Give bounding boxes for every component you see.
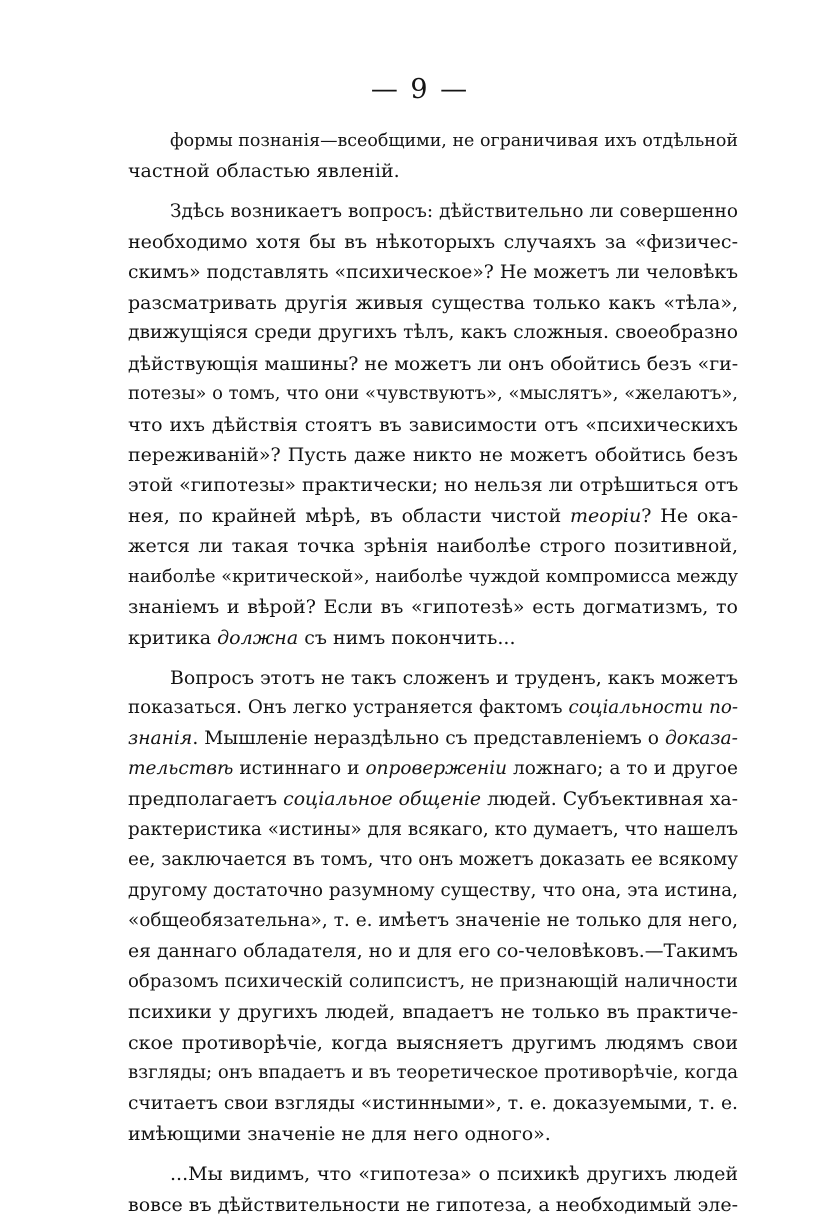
text-run: взгляды; онъ впадаетъ и въ теоретическое противорѣчіе, когда [128,1062,738,1084]
emphasis-text: соціальности по- [568,697,738,719]
text-line [128,126,738,156]
text-line [128,815,738,845]
text-line [128,785,738,815]
text-line [128,501,738,531]
text-line [128,845,738,875]
text-line [128,937,738,967]
text-line [128,724,738,754]
text-line [128,1058,738,1088]
text-run: критика [128,626,218,649]
text-run: «общеобязательна», т. е. имѣетъ значеніе не только для него, [128,910,738,932]
text-run: вовсе въ дѣйствительности не гипотеза, а необходимый эле- [128,1193,738,1216]
emphasis-text: доказа- [664,727,738,749]
text-line [128,197,738,227]
text-line [128,1190,738,1220]
text-run: необходимо хотя бы въ нѣкоторыхъ случаяхъ за «физичес- [128,231,738,254]
text-run: ? Не ока- [641,504,738,527]
text-line [128,531,738,561]
text-run: ское противорѣчіе, когда выясняетъ другимъ людямъ свои [128,1031,738,1054]
text-line [128,1028,738,1058]
text-run: . Мышленіе нераздѣльно съ представленіемъ о [192,727,665,749]
paragraph [128,126,738,187]
text-run: нея, по крайней мѣрѣ, въ области чистой [128,504,570,527]
text-run: ее, заключается въ томъ, что онъ можетъ доказать ее всякому [128,849,738,871]
text-line [128,997,738,1027]
emphasis-text: должна [217,626,299,649]
text-run: дѣйствующія машины? не можетъ ли онъ обойтись безъ «ги- [128,352,739,375]
text-run: психики у другихъ людей, впадаетъ не только въ практиче- [128,1001,738,1024]
text-line [128,318,738,348]
text-run: этой «гипотезы» практически; но нельзя ли отрѣшиться отъ [128,474,739,497]
text-run: ея даннаго обладателя, но и для его со-человѣковъ.—Такимъ [128,940,738,962]
text-line [128,876,738,906]
text-run: Здѣсь возникаетъ вопросъ: дѣйствительно ли совершенно [170,200,738,222]
emphasis-text: знанія [128,727,193,749]
emphasis-text: опроверженіи [365,758,508,780]
paragraph [128,1159,738,1220]
text-run: съ нимъ покончить... [298,626,516,649]
text-run: предполагаетъ [128,788,284,810]
text-run: наиболѣе «критической», наиболѣе чуждой компромисса между [128,566,738,587]
text-run: разсматривать другія живыя существа только какъ «тѣла», [128,292,738,315]
text-line [128,379,738,409]
text-run: людей. Субъективная ха- [481,788,738,810]
text-run: знаніемъ и вѣрой? Если въ «гипотезѣ» есть догматизмъ, то [128,596,738,619]
text-line [128,1089,738,1119]
text-line [128,156,738,186]
text-line [128,258,738,288]
text-run: Вопросъ этотъ не такъ сложенъ и труденъ, какъ можетъ [170,666,738,689]
text-line [128,1119,738,1149]
emphasis-text: тельствѣ [128,758,234,780]
text-run: движущіяся среди другихъ тѣлъ, какъ сложныя. своеобразно [128,322,738,344]
text-line [128,470,738,500]
text-line [128,562,738,592]
text-run: формы познанія—всеобщими, не ограничивая ихъ отдѣльной [170,131,738,151]
text-line [128,1159,738,1189]
text-line [128,693,738,723]
text-line [128,227,738,257]
text-line [128,663,738,693]
paragraph [128,197,738,653]
emphasis-text: соціальное общеніе [283,788,482,810]
text-run: ...Мы видимъ, что «гипотеза» о психикѣ другихъ людей [170,1163,738,1186]
text-run: истиннаго и [233,758,366,780]
text-line [128,440,738,470]
page-number: — 9 — [370,74,470,105]
text-run: частной областью явленій. [128,160,400,183]
emphasis-text: теоріи [570,504,642,527]
text-line [128,288,738,318]
text-run: имѣющими значеніе не для него одного». [128,1123,551,1145]
text-run: другому достаточно разумному существу, что она, эта истина, [128,879,738,901]
text-line [128,754,738,784]
text-run: образомъ психическій солипсистъ, не признающій наличности [128,970,738,992]
text-line [128,967,738,997]
text-line [128,410,738,440]
text-run: скимъ» подставлять «психическое»? Не можетъ ли человѣкъ [128,261,738,283]
text-run: жется ли такая точка зрѣнія наиболѣе строго позитивной, [128,535,738,558]
text-run: ложнаго; а то и другое [507,758,738,780]
text-run: что ихъ дѣйствія стоятъ въ зависимости отъ «психическихъ [128,413,738,436]
text-run: показаться. Онъ легко устраняется фактомъ [128,697,569,719]
text-line [128,349,738,379]
text-line [128,623,738,653]
text-line [128,906,738,936]
text-run: потезы» о томъ, что они «чувствуютъ», «мыслятъ», «желаютъ», [128,383,738,405]
paragraph [128,663,738,1150]
text-run: переживаній»? Пусть даже никто не можетъ обойтись безъ [128,444,738,467]
text-line [128,592,738,622]
text-run: считаетъ свои взгляды «истинными», т. е. доказуемыми, т. е. [128,1092,738,1114]
body-text [128,126,738,1230]
text-run: рактеристика «истины» для всякаго, кто думаетъ, что нашелъ [128,818,738,840]
